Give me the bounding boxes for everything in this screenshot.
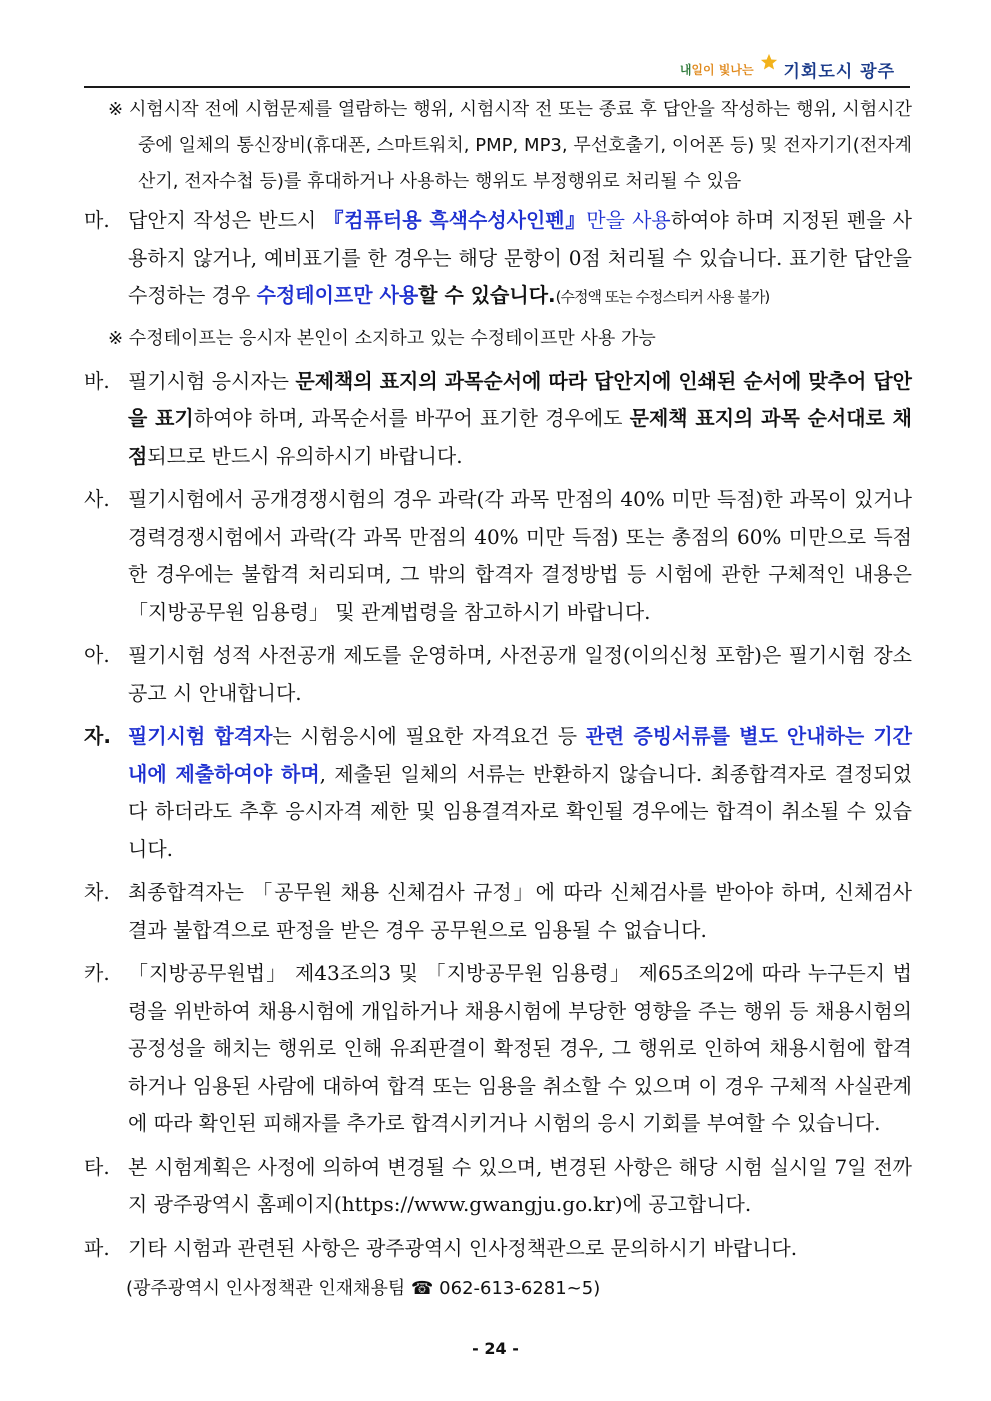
page-number: - 24 - <box>472 1339 519 1358</box>
logo-title: 기회도시 광주 <box>783 61 895 82</box>
header-divider <box>84 86 910 88</box>
contact-info: (광주광역시 인사정책관 인재채용팀 ☎ 062-613-6281~5) <box>126 1278 601 1299</box>
logo-tagline-rest: 일이 빛나는 <box>691 62 754 77</box>
item-mark: 차. <box>84 880 110 904</box>
item-text: 답안지 작성은 반드시 『컴퓨터용 흑색수성사인펜』만을 사용하여야 하며 지정된 펜을 사용하지 않거나, 예비표기를 한 경우는 해당 문항이 0점 처리될 수 있습니다. 표기한 답안을 수정하는 경우 수정테이프만 사용할 수 있습니다.(수정액 또는 수정스티커 사용 불가) <box>128 208 913 307</box>
item-mark: 바. <box>84 368 110 393</box>
item-mark: 아. <box>84 643 110 667</box>
item-text: 「지방공무원법」 제43조의3 및 「지방공무원 임용령」 제65조의2에 따라 누구든지 법령을 위반하여 채용시험에 개입하거나 채용시험에 부당한 영향을 주는 행위 등 채용시험의 공정성을 해치는 행위로 인해 유죄판결이 확정된 경우, 그 행위로 인하여 채용시험에 합격하거나 임용된 사람에 대하여 합격 또는 임용을 취소할 수 있으며 이 경우 구체적 사실관계에 따라 확인된 피해자를 추가로 합격시키거나 시험의 응시 기회를 부여할 수 있습니다. <box>128 961 912 1135</box>
logo-tagline: 내일이 빛나는 <box>679 62 754 77</box>
item-text: 기타 시험과 관련된 사항은 광주광역시 인사정책관으로 문의하시기 바랍니다. <box>128 1235 798 1260</box>
item-text: 최종합격자는 「공무원 채용 신체검사 규정」에 따라 신체검사를 받아야 하며, 신체검사 결과 불합격으로 판정을 받은 경우 공무원으로 임용될 수 없습니다. <box>128 880 912 942</box>
item-mark: 타. <box>84 1154 110 1179</box>
phone-icon: ☎ <box>411 1278 434 1299</box>
item-cha <box>84 874 912 949</box>
item-sa <box>84 481 912 631</box>
item-a <box>84 637 912 712</box>
item-mark: 자. <box>84 724 111 748</box>
star-icon <box>760 53 778 71</box>
item-text: 필기시험 성적 사전공개 제도를 운영하며, 사전공개 일정(이의신청 포함)은 필기시험 장소 공고 시 안내합니다. <box>128 643 912 705</box>
item-ba <box>84 363 912 476</box>
item-text: 필기시험에서 공개경쟁시험의 경우 과락(각 과목 만점의 40% 미만 득점)한 과목이 있거나 경력경쟁시험에서 과락(각 과목 만점의 40% 미만 득점) 또는 총점의 60% 미만으로 득점한 경우에는 불합격 처리되며, 그 밖의 합격자 결정방법 등 시험에 관한 구체적인 내용은 「지방공무원 임용령」 및 관계법령을 참고하시기 바랍니다. <box>128 487 912 624</box>
item-pa <box>84 1230 912 1268</box>
item-ma-note: ※ 수정테이프는 응시자 본인이 소지하고 있는 수정테이프만 사용 가능 <box>108 327 656 349</box>
item-text: 본 시험계획은 사정에 의하여 변경될 수 있으며, 변경된 사항은 해당 시험 실시일 7일 전까지 광주광역시 홈페이지(https://www.gwangju.go.kr)에 공고합니다. <box>128 1154 912 1216</box>
note-top: ※ 시험시작 전에 시험문제를 열람하는 행위, 시험시작 전 또는 종료 후 답안을 작성하는 행위, 시험시간 중에 일체의 통신장비(휴대폰, 스마트워치, PMP, MP3, 무선호출기, 이어폰 등) 및 전자기기(전자계산기, 전자수첩 등)를 휴대하거나 사용하는 행위도 부정행위로 처리될 수 있음 <box>108 99 912 192</box>
item-mark: 파. <box>84 1235 110 1260</box>
item-ta <box>84 1149 912 1224</box>
item-mark: 카. <box>84 961 110 985</box>
header-logo <box>680 52 895 86</box>
item-mark: 사. <box>84 487 110 511</box>
item-text: 필기시험 합격자는 시험응시에 필요한 자격요건 등 관련 증빙서류를 별도 안내하는 기간 내에 제출하여야 하며, 제출된 일체의 서류는 반환하지 않습니다. 최종합격자로 결정되었다 하더라도 추후 응시자격 제한 및 임용결격자로 확인될 경우에는 합격이 취소될 수 있습니다. <box>128 724 912 861</box>
item-ja <box>84 718 912 868</box>
item-ka <box>84 955 912 1143</box>
item-ma <box>84 202 912 317</box>
document-body <box>84 92 912 1307</box>
item-text: 필기시험 응시자는 문제책의 표지의 과목순서에 따라 답안지에 인쇄된 순서에 맞추어 답안을 표기하여야 하며, 과목순서를 바꾸어 표기한 경우에도 문제책 표지의 과목 순서대로 채점되므로 반드시 유의하시기 바랍니다. <box>128 368 912 468</box>
item-mark: 마. <box>84 208 110 232</box>
